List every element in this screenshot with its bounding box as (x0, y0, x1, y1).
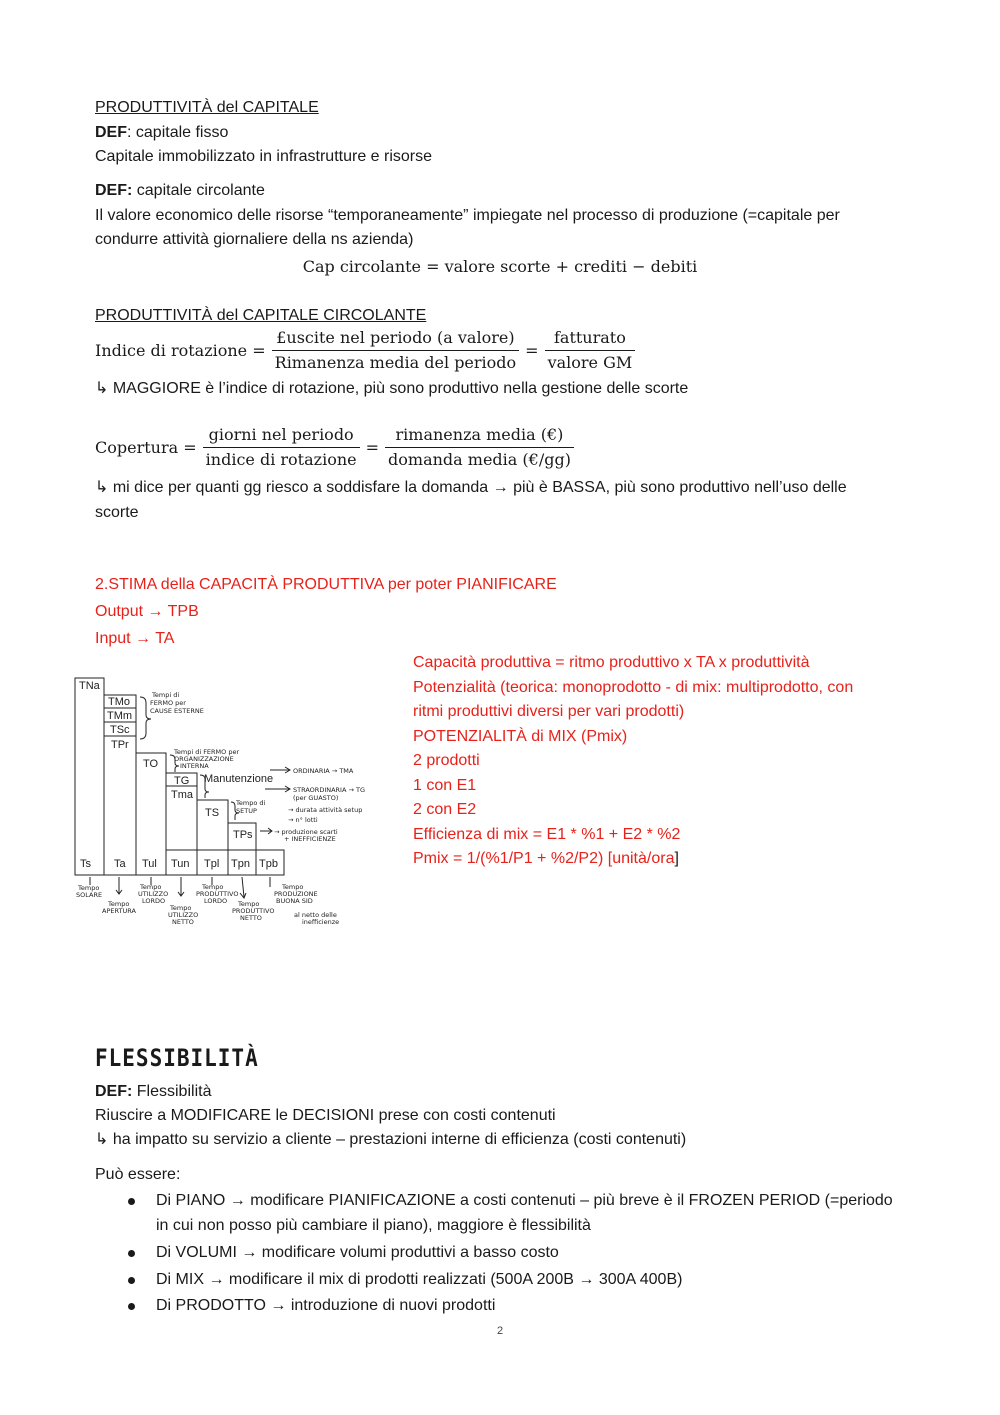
time-decomposition-diagram (70, 675, 390, 935)
rotation-equals: = (525, 341, 539, 360)
caption-tpl-2: PRODUTTIVO (196, 890, 239, 898)
bar-label-tpn: Tpn (231, 858, 250, 870)
caption-tun-2: UTILIZZO (168, 911, 199, 919)
list-item-volumes: Di VOLUMI → modificare volumi produttivi a basso costo (156, 1244, 559, 1261)
caption-tul-3: LORDO (142, 897, 166, 905)
bar-ts-outline (75, 678, 104, 875)
rotation-index-formula (95, 328, 635, 373)
coverage-numerator-1: giorni nel periodo (203, 425, 360, 448)
caption-tun-3: NETTO (172, 918, 194, 926)
rotation-fraction-1 (272, 328, 520, 373)
def-label: DEF: (95, 1083, 133, 1100)
definition-working-capital (95, 179, 265, 203)
flexibility-description: Riuscire a MODIFICARE le DECISIONI prese con costi contenuti (95, 1107, 556, 1124)
capacity-line: 2 prodotti (413, 752, 480, 769)
bar-label-tun: Tun (171, 858, 190, 870)
bullet-dot (128, 1250, 135, 1257)
page-number: 2 (496, 1325, 504, 1337)
caption-net-2: inefficienze (302, 918, 340, 926)
bullet-dot (128, 1303, 135, 1310)
bullet-dot (128, 1277, 135, 1284)
working-capital-formula: Cap circolante = valore scorte + crediti − debiti (302, 257, 698, 276)
capacity-line: POTENZIALITÀ di MIX (Pmix) (413, 727, 628, 745)
loss-ts: TS (205, 807, 220, 819)
capacity-line (413, 847, 853, 872)
list-item-product: Di PRODOTTO → introduzione di nuovi prodotti (156, 1297, 496, 1314)
loss-tmo: TMo (108, 696, 130, 708)
caption-tpn-2: PRODUTTIVO (232, 907, 275, 915)
loss-tsc: TSc (110, 724, 130, 736)
coverage-note-line2: scorte (95, 504, 139, 521)
capacity-line: Efficienza di mix = E1 * %1 + E2 * %2 (413, 825, 681, 843)
list-item-plan-line2: in cui non posso più cambiare il piano), maggiore è flessibilità (156, 1217, 591, 1234)
capacity-line: Potenzialità (teorica: monoprodotto - di mix: multiprodotto, con (413, 678, 854, 696)
note-setup-arrow-2: → n° lotti (288, 816, 318, 824)
caption-ta-2: APERTURA (102, 907, 136, 915)
loss-tna: TNa (79, 680, 100, 692)
capacity-line: 2 con E2 (413, 801, 477, 818)
note-setup-2: SETUP (236, 807, 257, 815)
note-extraordinary-1: STRAORDINARIA → TG (293, 786, 366, 794)
bar-label-ts: Ts (80, 858, 91, 870)
coverage-fraction-1 (203, 425, 360, 470)
caption-tpl-1: Tempo (202, 883, 224, 891)
fixed-capital-description: Capitale immobilizzato in infrastrutture e risorse (95, 148, 433, 165)
rotation-numerator-1: £uscite nel periodo (a valore) (272, 328, 520, 351)
note-scrap-2: + INEFFICIENZE (284, 835, 336, 843)
loss-to: TO (143, 758, 159, 770)
section-title-working-capital-productivity: PRODUTTIVITÀ del CAPITALE CIRCOLANTE (95, 307, 427, 324)
capacity-line: ritmi produttivi diversi per vari prodotti) (413, 703, 685, 720)
coverage-formula (95, 425, 574, 470)
caption-tpb-1: Tempo (282, 883, 304, 891)
loss-tma: Tma (171, 789, 193, 801)
note-external-1: Tempi di (152, 691, 180, 699)
def-label: DEF: (95, 182, 133, 199)
rotation-note: ↳ MAGGIORE è l’indice di rotazione, più sono produttivo nella gestione delle scorte (95, 380, 689, 397)
caption-tun-1: Tempo (170, 904, 192, 912)
working-capital-description-line1: Il valore economico delle risorse “temporaneamente” impiegate nel processo di produzione (=capitale per (95, 207, 840, 224)
rotation-denominator-1: Rimanenza media del periodo (274, 353, 517, 372)
caption-tpb-2: PRODUZIONE (274, 890, 318, 898)
coverage-denominator-1: indice di rotazione (205, 450, 357, 469)
output-note: Output → TPB (95, 603, 199, 620)
caption-tul-1: Tempo (140, 883, 162, 891)
bullet-dot (128, 1198, 135, 1205)
capacity-notes (413, 651, 853, 872)
input-note: Input → TA (95, 630, 175, 647)
note-maintenance: Manutenzione (204, 773, 274, 785)
def-label: DEF (95, 124, 127, 141)
coverage-numerator-2: rimanenza media (€) (385, 425, 574, 448)
caption-ta-1: Tempo (108, 900, 130, 908)
rotation-numerator-2: fatturato (545, 328, 636, 351)
list-item-mix: Di MIX → modificare il mix di prodotti realizzati (500A 200B → 300A 400B) (156, 1271, 683, 1288)
def-text: : capitale fisso (127, 124, 229, 141)
coverage-denominator-2: domanda media (€/gg) (388, 450, 571, 469)
caption-tpl-3: LORDO (204, 897, 228, 905)
note-internal-1: Tempi di FERMO per (174, 748, 240, 756)
caption-ts-2: SOLARE (76, 891, 103, 899)
section-title-flexibility: FLESSIBILITÀ (95, 1044, 259, 1072)
capacity-line: 1 con E1 (413, 776, 477, 794)
flexibility-impact: ↳ ha impatto su servizio a cliente – prestazioni interne di efficienza (costi contenuti) (95, 1131, 687, 1148)
bar-label-tul: Tul (142, 858, 157, 870)
coverage-fraction-2 (385, 425, 574, 470)
caption-tul-2: UTILIZZO (138, 890, 169, 898)
rotation-fraction-2 (545, 328, 636, 373)
rotation-lhs: Indice di rotazione = (95, 341, 266, 360)
loss-tmm: TMm (107, 710, 133, 722)
bar-label-tpl: Tpl (204, 858, 220, 870)
pmix-formula: Pmix = 1/(%1/P1 + %2/P2) [unità/ora (413, 850, 675, 867)
note-external-3: CAUSE ESTERNE (150, 707, 204, 715)
caption-tpn-1: Tempo (238, 900, 260, 908)
list-item-plan-line1: Di PIANO → modificare PIANIFICAZIONE a costi contenuti – più breve è il FROZEN PERIOD (=periodo (156, 1192, 893, 1209)
caption-ts-1: Tempo (78, 884, 100, 892)
def-text: capitale circolante (132, 182, 265, 199)
bar-label-tpb: Tpb (259, 858, 278, 870)
note-setup-1: Tempo di (236, 799, 266, 807)
section-title-capital-productivity: PRODUTTIVITÀ del CAPITALE (95, 99, 319, 116)
caption-tpn-3: NETTO (240, 914, 262, 922)
bar-tul-outline (136, 753, 166, 875)
working-capital-description-line2: condurre attività giornaliere della ns azienda) (95, 231, 414, 248)
note-external-2: FERMO per (150, 699, 186, 707)
note-internal-2: ORGANIZZAZIONE (174, 755, 234, 763)
pmix-closing-bracket: ] (674, 850, 679, 867)
note-internal-3: INTERNA (180, 762, 209, 770)
caption-tpb-3: BUONA SID (276, 897, 313, 905)
loss-tg: TG (174, 775, 190, 787)
coverage-note-line1: ↳ mi dice per quanti gg riesco a soddisfare la domanda → più è BASSA, più sono produttivo nell’uso delle (95, 479, 847, 496)
caption-net-1: al netto delle (294, 911, 337, 919)
note-extraordinary-2: (per GUASTO) (293, 794, 339, 802)
coverage-lhs: Copertura = (95, 438, 197, 457)
note-scrap-1: → produzione scarti (274, 828, 338, 836)
coverage-equals: = (365, 438, 380, 457)
loss-tps: TPs (233, 829, 253, 841)
definition-flexibility (95, 1080, 211, 1104)
definition-fixed-capital (95, 121, 228, 145)
section-title-capacity-estimate: 2.STIMA della CAPACITÀ PRODUTTIVA per poter PIANIFICARE (95, 576, 557, 593)
loss-tpr: TPr (111, 739, 129, 751)
rotation-denominator-2: valore GM (547, 353, 633, 372)
flexibility-intro: Può essere: (95, 1166, 181, 1183)
def-text: Flessibilità (132, 1083, 212, 1100)
bar-label-ta: Ta (114, 858, 126, 870)
note-ordinary: ORDINARIA → TMA (293, 767, 354, 775)
note-setup-arrow-1: → durata attività setup (288, 806, 363, 814)
capacity-line: Capacità produttiva = ritmo produttivo x TA x produttività (413, 654, 810, 671)
